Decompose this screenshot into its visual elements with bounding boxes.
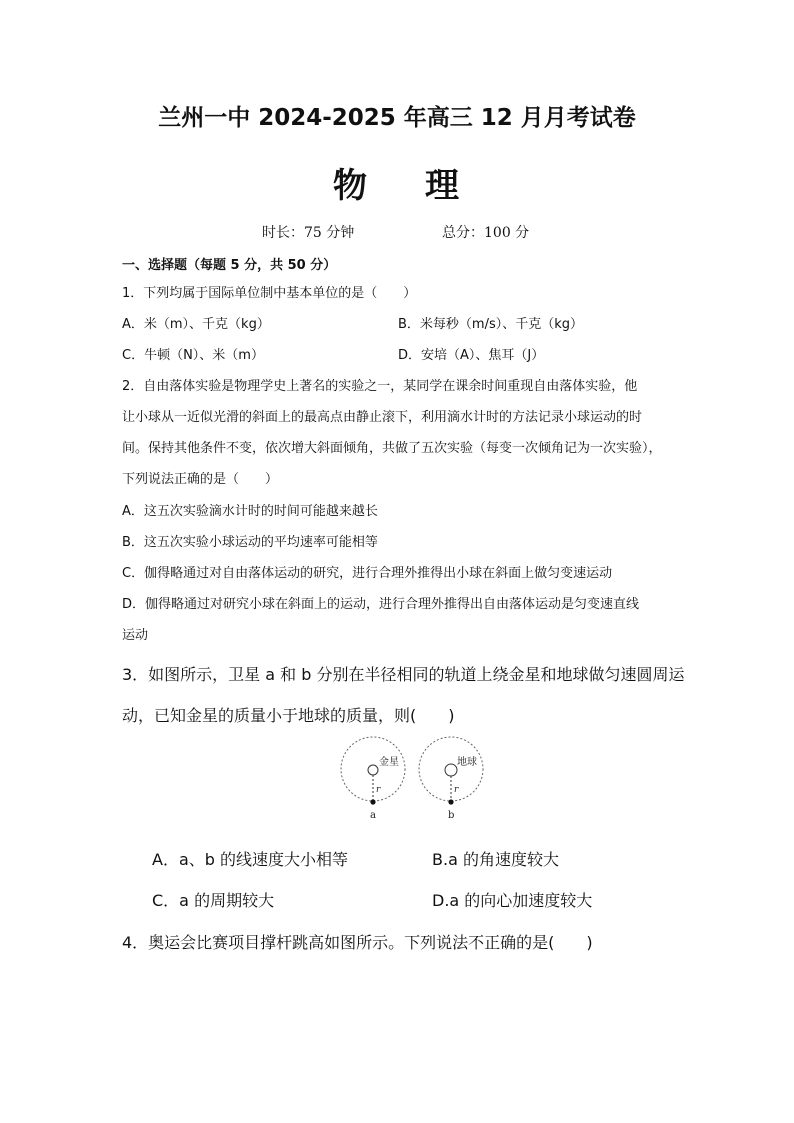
subject-char-1: 物 — [333, 166, 369, 206]
q3-option-a: A．a、b 的线速度大小相等 — [152, 850, 348, 869]
q3-option-b: B.a 的角速度较大 — [432, 850, 559, 869]
label-satellite-b: b — [448, 810, 455, 821]
q2-stem-line-3: 间。保持其他条件不变，依次增大斜面倾角，共做了五次实验（每变一次倾角记为一次实验）， — [122, 441, 662, 456]
exam-duration: 时长：75 分钟 — [262, 225, 355, 241]
satellite-b-dot — [448, 799, 453, 804]
satellite-a-dot — [370, 799, 375, 804]
q4-stem: 4．奥运会比赛项目撑杆跳高如图所示。下列说法不正确的是( ) — [122, 933, 593, 952]
subject-title — [0, 158, 794, 207]
q2-option-d-line-2: 运动 — [122, 628, 149, 643]
section-heading: 一、选择题（每题 5 分，共 50 分） — [122, 258, 337, 273]
q2-option-a: A．这五次实验滴水计时的时间可能越来越长 — [122, 504, 378, 519]
label-earth: 地球 — [457, 757, 477, 768]
label-satellite-a: a — [370, 810, 376, 821]
planet-venus — [368, 765, 378, 775]
q1-option-a: A．米（m）、千克（kg） — [122, 317, 270, 332]
q1-option-c: C．牛顿（N）、米（m） — [122, 348, 264, 363]
orbit-figure — [330, 732, 490, 824]
q1-option-b: B．米每秒（m/s）、千克（kg） — [398, 317, 584, 332]
q1-option-d: D．安培（A）、焦耳（J） — [398, 348, 545, 363]
q3-stem-line-1: 3．如图所示，卫星 a 和 b 分别在半径相同的轨道上绕金星和地球做匀速圆周运 — [122, 665, 685, 684]
q2-stem-line-2: 让小球从一近似光滑的斜面上的最高点由静止滚下，利用滴水计时的方法记录小球运动的时 — [122, 410, 643, 425]
exam-total-score: 总分：100 分 — [442, 225, 530, 241]
planet-earth — [445, 764, 457, 776]
q3-stem-line-2: 动，已知金星的质量小于地球的质量，则( ) — [122, 706, 455, 725]
q1-stem: 1．下列均属于国际单位制中基本单位的是（ ） — [122, 286, 417, 301]
label-venus: 金星 — [379, 757, 399, 768]
q2-stem-line-4: 下列说法正确的是（ ） — [122, 472, 279, 487]
q2-option-b: B．这五次实验小球运动的平均速率可能相等 — [122, 535, 378, 550]
q3-option-c: C．a 的周期较大 — [152, 891, 275, 910]
label-radius-left: r — [376, 785, 381, 795]
label-radius-right: r — [454, 785, 459, 795]
exam-title: 兰州一中 2024-2025 年高三 12 月月考试卷 — [158, 105, 636, 131]
subject-char-2: 理 — [425, 166, 461, 206]
q2-option-c: C．伽得略通过对自由落体运动的研究，进行合理外推得出小球在斜面上做匀变速运动 — [122, 566, 613, 581]
q2-stem-line-1: 2．自由落体实验是物理学史上著名的实验之一，某同学在课余时间重现自由落体实验，他 — [122, 379, 638, 394]
q3-option-d: D.a 的向心加速度较大 — [432, 891, 593, 910]
q2-option-d-line-1: D．伽得略通过对研究小球在斜面上的运动，进行合理外推得出自由落体运动是匀变速直线 — [122, 597, 640, 612]
